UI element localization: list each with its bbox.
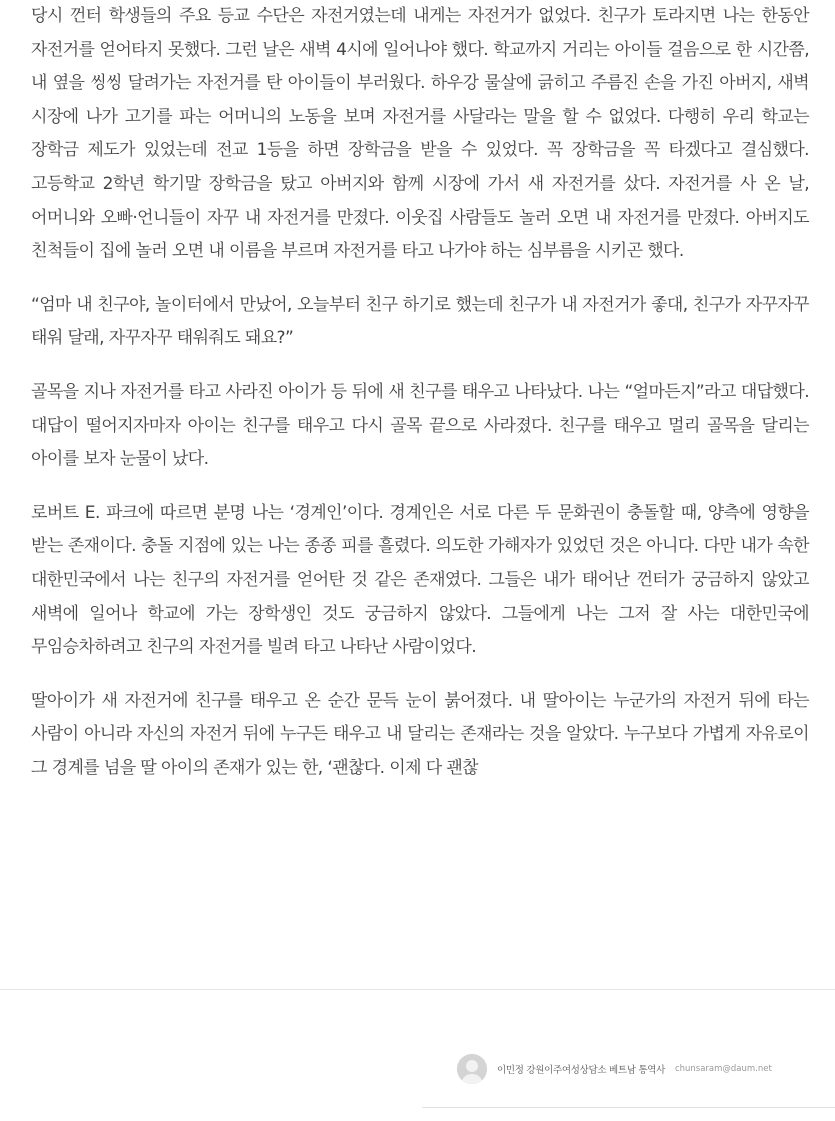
article-paragraph-5: 딸아이가 새 자전거에 친구를 태우고 온 순간 문득 눈이 붉어졌다. 내 딸아이는 누군가의 자전거 뒤에 타는 사람이 아니라 자신의 자전거 뒤에 누구든 태우고 내 달리는 존재라는 것을 알았다. 누구보다 가볍게 자유로이 그 경계를 넘을 딸 아이의 존재가 있는 한, ‘괜찮다. 이제 다 괜찮: [31, 690, 809, 778]
article-paragraph-2-quote: “엄마 내 친구야, 놀이터에서 만났어, 오늘부터 친구 하기로 했는데 친구가 내 자전거가 좋대, 친구가 자꾸자꾸 태워 달래, 자꾸자꾸 태워줘도 돼요?”: [31, 294, 809, 349]
person-silhouette-icon: [457, 1054, 487, 1084]
article-paragraph-4: 로버트 E. 파크에 따르면 분명 나는 ‘경계인’이다. 경계인은 서로 다른 두 문화권이 충돌할 때, 양측에 영향을 받는 존재이다. 충돌 지점에 있는 나는 종종 피를 흘렸다. 의도한 가해자가 있었던 것은 아니다. 다만 내가 속한 대한민국에서 나는 친구의 자전거를 얻어탄 것 같은 존재였다. 그들은 내가 태어난 껀터가 궁금하지 않았고 새벽에 일어나 학교에 가는 장학생인 것도 궁금하지 않았다. 그들에게 나는 그저 잘 사는 대한민국에 무임승차하려고 친구의 자전거를 빌려 타고 나타난 사람이었다.: [31, 502, 809, 658]
article-paragraph-1: 당시 껀터 학생들의 주요 등교 수단은 자전거였는데 내게는 자전거가 없었다. 친구가 토라지면 나는 한동안 자전거를 얻어타지 못했다. 그런 날은 새벽 4시에 일어나야 했다. 학교까지 거리는 아이들 걸음으로 한 시간쯤, 내 옆을 씽씽 달려가는 자전거를 탄 아이들이 부러웠다. 하우강 물살에 긁히고 주름진 손을 가진 아버지, 새벽 시장에 나가 고기를 파는 어머니의 노동을 보며 자전거를 사달라는 말을 할 수 없었다. 다행히 우리 학교는 장학금 제도가 있었는데 전교 1등을 하면 장학금을 받을 수 있었다. 꼭 장학금을 꼭 타겠다고 결심했다. 고등학교 2학년 학기말 장학금을 탔고 아버지와 함께 시장에 가서 새 자전거를 샀다. 자전거를 사 온 날, 어머니와 오빠·언니들이 자꾸 내 자전거를 만졌다. 이웃집 사람들도 놀러 오면 내 자전거를 만졌다. 아버지도 친척들이 집에 놀러 오면 내 이름을 부르며 자전거를 타고 나가야 하는 심부름을 시키곤 했다.: [31, 6, 809, 262]
article-body: [31, 0, 809, 785]
author-byline: [457, 1051, 772, 1087]
author-email[interactable]: chunsaram@daum.net: [674, 1064, 772, 1074]
article-paragraph-3: 골목을 지나 자전거를 타고 사라진 아이가 등 뒤에 새 친구를 태우고 나타났다. 나는 “얼마든지”라고 대답했다. 대답이 떨어지자마자 아이는 친구를 태우고 다시 골목 끝으로 사라졌다. 친구를 태우고 멀리 골목을 달리는 아이를 보자 눈물이 났다.: [31, 381, 809, 470]
author-name: 이민정 강원이주여성상담소 베트남 통역사: [497, 1065, 665, 1076]
byline-divider: [422, 1107, 835, 1108]
